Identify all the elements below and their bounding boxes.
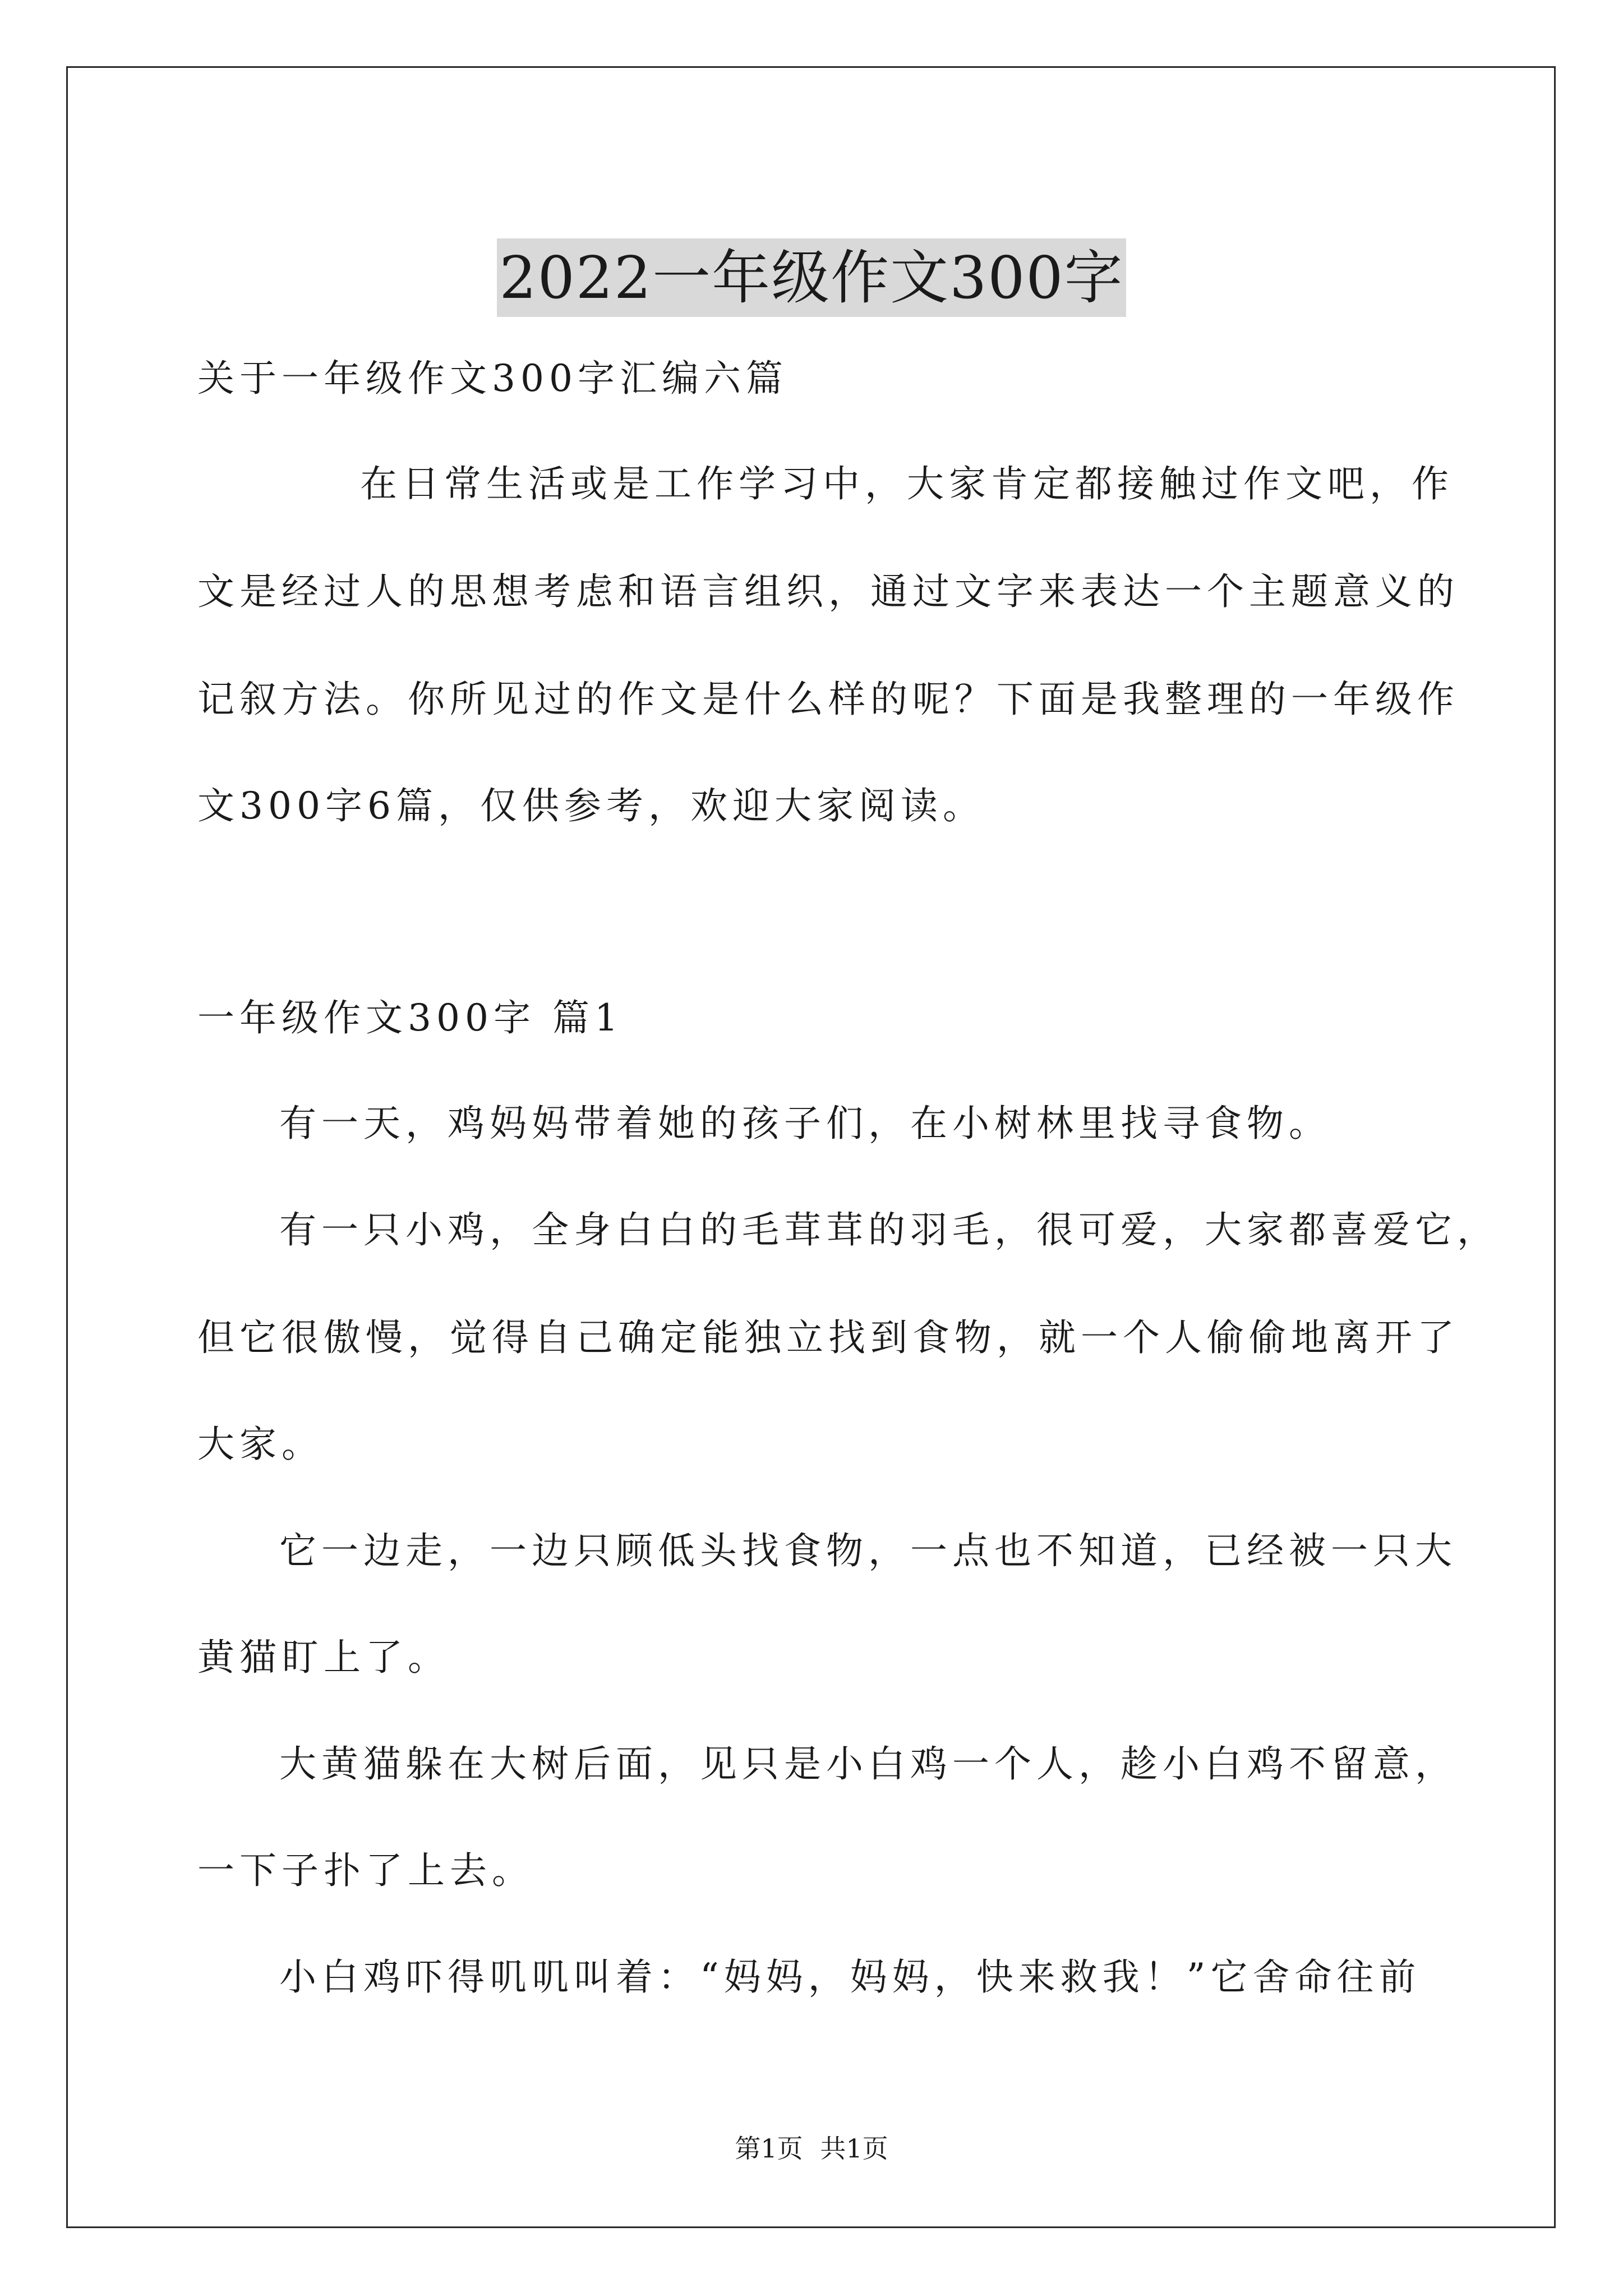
body-line-4: 大家。 xyxy=(197,1423,324,1466)
body-line-2: 有一只小鸡，全身白白的毛茸茸的羽毛，很可爱，大家都喜爱它， xyxy=(279,1208,1499,1251)
body-line-6: 黄猫盯上了。 xyxy=(197,1636,450,1679)
body-line-1: 有一天，鸡妈妈带着她的孩子们，在小树林里找寻食物。 xyxy=(279,1102,1331,1145)
intro-line-4: 文300字6篇，仅供参考，欢迎大家阅读。 xyxy=(197,784,985,827)
body-line-8: 一下子扑了上去。 xyxy=(197,1849,534,1892)
document-title: 2022一年级作文300字 xyxy=(497,238,1126,317)
body-line-7: 大黄猫躲在大树后面，见只是小白鸡一个人，趁小白鸡不留意， xyxy=(279,1742,1457,1786)
intro-line-1: 在日常生活或是工作学习中，大家肯定都接触过作文吧，作 xyxy=(360,462,1454,505)
intro-line-2: 文是经过人的思想考虑和语言组织，通过文字来表达一个主题意义的 xyxy=(197,570,1459,613)
page-total: 共1页 xyxy=(820,2133,888,2164)
body-line-5: 它一边走，一边只顾低头找食物，一点也不知道，已经被一只大 xyxy=(279,1529,1457,1572)
intro-line-3: 记叙方法。你所见过的作文是什么样的呢？下面是我整理的一年级作 xyxy=(197,678,1459,721)
body-line-9: 小白鸡吓得叽叽叫着：“妈妈，妈妈，快来救我！”它舍命往前 xyxy=(279,1955,1421,1999)
body-line-3: 但它很傲慢，觉得自己确定能独立找到食物，就一个人偷偷地离开了 xyxy=(197,1316,1459,1359)
page-footer xyxy=(0,2132,1623,2165)
document-subtitle: 关于一年级作文300字汇编六篇 xyxy=(197,357,788,400)
section-heading: 一年级作文300字 篇1 xyxy=(197,996,623,1039)
title-container xyxy=(0,199,1623,356)
page-number: 第1页 xyxy=(735,2133,803,2164)
